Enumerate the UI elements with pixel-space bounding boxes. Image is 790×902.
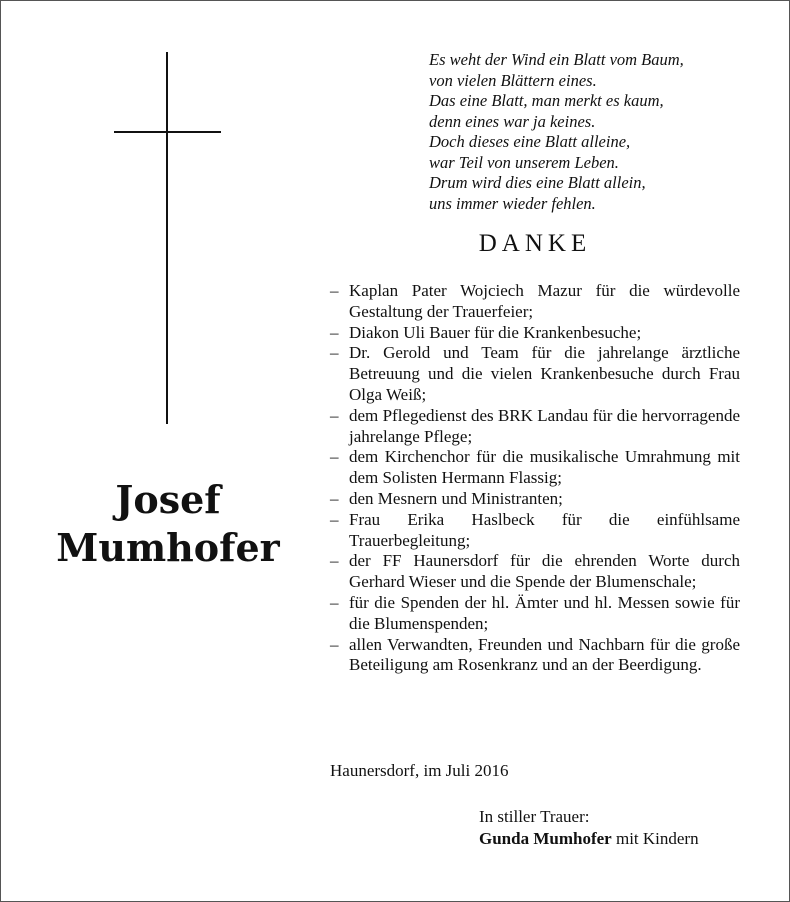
poem-line: von vielen Blättern eines. <box>429 70 597 90</box>
dash-bullet: – <box>330 405 339 425</box>
list-item-text: Frau Erika Haslbeck für die einfühlsame Trauerbegleitung; <box>349 509 740 550</box>
deceased-name <box>40 476 296 572</box>
dash-bullet: – <box>330 322 339 342</box>
list-item <box>330 510 740 552</box>
thanks-heading: DANKE <box>478 230 592 257</box>
signature-intro: In stiller Trauer: <box>479 807 590 826</box>
cross-icon-horizontal-bar <box>114 131 221 133</box>
list-item-text: Dr. Gerold und Team für die jahrelange ärztliche Betreuung und die vielen Krankenbesuche durch Frau Olga Weiß; <box>349 343 740 404</box>
list-item <box>330 343 740 405</box>
list-item-text: dem Kirchenchor für die musikalische Umrahmung mit dem Solisten Hermann Flassig; <box>349 447 740 488</box>
list-item-text: Kaplan Pater Wojciech Mazur für die würdevolle Gestaltung der Trauerfeier; <box>349 281 740 321</box>
list-item <box>330 406 740 448</box>
list-item-text: Diakon Uli Bauer für die Krankenbesuche; <box>349 322 642 342</box>
list-item-text: den Mesnern und Ministranten; <box>349 488 563 508</box>
list-item <box>330 489 740 510</box>
dash-bullet: – <box>330 509 339 529</box>
poem-line: Drum wird dies eine Blatt allein, <box>429 173 646 192</box>
list-item <box>330 323 740 344</box>
dash-bullet: – <box>330 488 339 508</box>
place-date: Haunersdorf, im Juli 2016 <box>330 761 509 780</box>
signature-line <box>479 828 699 850</box>
dash-bullet: – <box>330 281 339 300</box>
list-item-text: allen Verwandten, Freunden und Nachbarn für die große Beteiligung am Rosenkranz und an der Beerdigung. <box>349 634 740 675</box>
list-item <box>330 593 740 635</box>
poem <box>429 50 769 214</box>
poem-line: Es weht der Wind ein Blatt vom Baum, <box>429 50 684 69</box>
list-item <box>330 551 740 593</box>
dash-bullet: – <box>330 447 339 467</box>
dash-bullet: – <box>330 634 339 654</box>
signature-name: Gunda Mumhofer <box>479 829 612 848</box>
deceased-first-name: Josef <box>115 477 221 522</box>
list-item-text: für die Spenden der hl. Ämter und hl. Messen sowie für die Blumenspenden; <box>349 592 740 633</box>
signature-suffix: mit Kindern <box>615 829 699 848</box>
list-item <box>330 635 740 677</box>
poem-line: Das eine Blatt, man merkt es kaum, <box>429 91 664 110</box>
thanks-list <box>330 281 740 676</box>
dash-bullet: – <box>330 592 339 612</box>
dash-bullet: – <box>330 343 339 363</box>
list-item <box>330 447 740 489</box>
poem-line: uns immer wieder fehlen. <box>429 193 596 213</box>
poem-line: war Teil von unserem Leben. <box>429 152 619 172</box>
deceased-last-name: Mumhofer <box>56 525 280 570</box>
list-item <box>330 281 740 323</box>
poem-line: Doch dieses eine Blatt alleine, <box>429 132 631 151</box>
signature-block <box>479 806 699 850</box>
list-item-text: der FF Haunersdorf für die ehrenden Worte durch Gerhard Wieser und die Spende der Blumenschale; <box>349 551 740 592</box>
cross-icon-vertical-bar <box>166 52 168 424</box>
dash-bullet: – <box>330 551 339 571</box>
list-item-text: dem Pflegedienst des BRK Landau für die hervorragende jahrelange Pflege; <box>349 405 740 446</box>
poem-line: denn eines war ja keines. <box>429 111 596 131</box>
